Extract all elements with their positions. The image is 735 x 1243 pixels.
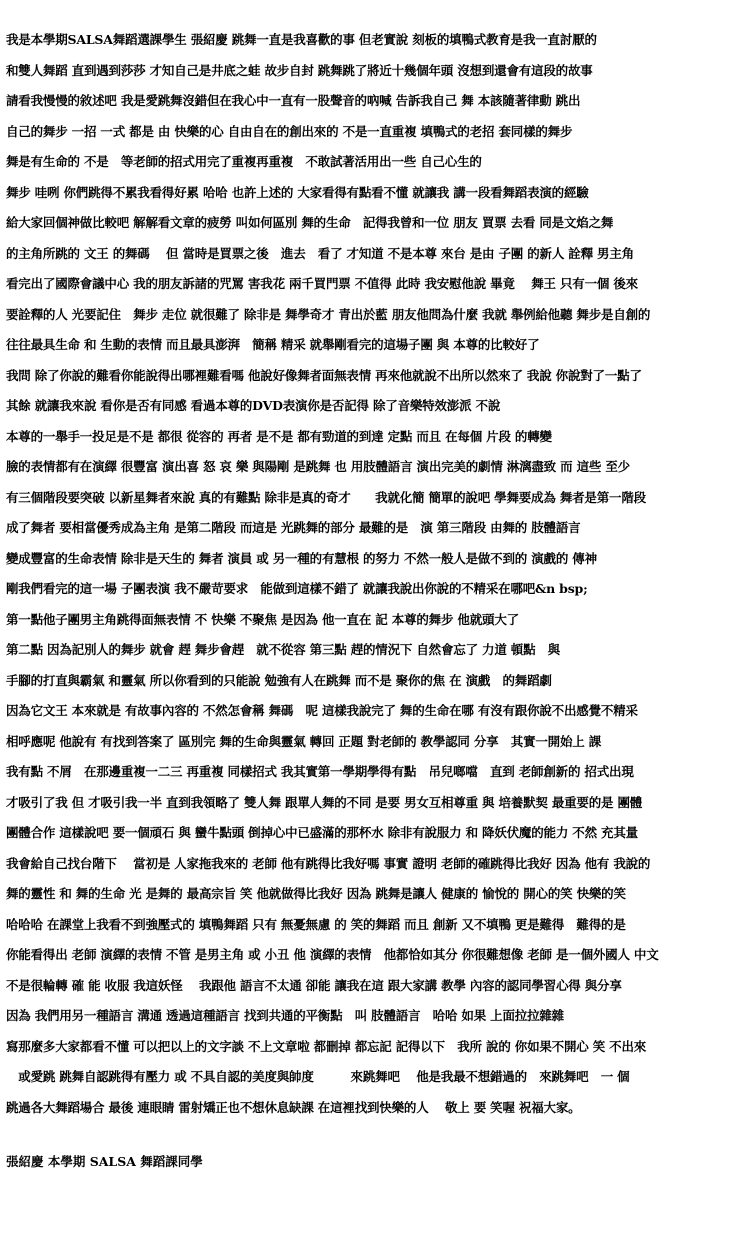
text-line: 自己的舞步 一招 一式 都是 由 快樂的心 自由自在的創出來的 不是一直重複 填鴨式的老招 套同樣的舞步 — [6, 123, 573, 139]
text-line: 團體合作 這樣說吧 要一個頑石 與 蠻牛點頭 倒掉心中已盛滿的那杯水 除非有說服力 和 降妖伏魔的能力 不然 充其量 — [6, 825, 638, 840]
text-line: 舞的靈性 和 舞的生命 光 是舞的 最高宗旨 笑 他就做得比我好 因為 跳舞是讓人 健康的 愉悅的 開心的笑 快樂的笑 — [6, 886, 626, 901]
paragraph-gap — [6, 1123, 734, 1147]
text-line: 舞是有生命的 不是 等老師的招式用完了重複再重複 不敢試著活用出一些 自己心生的 — [6, 154, 482, 169]
text-line: 手腳的打直與霸氣 和靈氣 所以你看到的只能說 勉強有人在跳舞 而不是 聚你的焦 在 演戲 的舞蹈劇 — [6, 672, 552, 688]
text-line: 相呼應呢 他說有 有找到答案了 區別完 舞的生命與靈氣 轉回 正題 對老師的 教學認同 分享 其實一開始上 課 — [6, 733, 602, 749]
text-line: 舞步 哇咧 你們跳得不累我看得好累 哈哈 也許上述的 大家看得有點看不懂 就讓我 講一段看舞蹈表演的經驗 — [6, 184, 589, 200]
text-line: 變成豐富的生命表情 除非是天生的 舞者 演員 或 另一種的有慧根 的努力 不然一般人是做不到的 演戲的 傳神 — [6, 550, 597, 566]
text-line: 剛我們看完的這一場 子團表演 我不嚴苛要求 能做到這樣不錯了 就讓我說出你說的不精采在哪吧&n bsp; — [6, 581, 588, 596]
text-line: 不是很輪轉 確 能 收服 我這妖怪 我跟他 語言不太通 卻能 讓我在這 跟大家講 教學 內容的認同學習心得 與分享 — [6, 977, 622, 993]
text-line: 我問 除了你說的難看你能說得出哪裡難看嗎 他說好像舞者面無表情 再來他就說不出所以然來了 我說 你說對了一點了 — [6, 367, 642, 383]
text-line: 給大家回個神做比較吧 解解看文章的疲勞 叫如何區別 舞的生命 記得我曾和一位 朋友 買票 去看 同是文焰之舞 — [6, 215, 614, 230]
text-line: 其餘 就讓我來說 看你是否有同感 看過本尊的DVD表演你是否記得 除了音樂特效澎派 不說 — [6, 398, 501, 413]
text-line: 我有點 不屑 在那邊重複一二三 再重複 同樣招式 我其實第一學期學得有點 吊兒啷噹 直到 老師創新的 招式出現 — [6, 764, 634, 779]
text-line: 要詮釋的人 光要記住 舞步 走位 就很難了 除非是 舞學奇才 青出於藍 朋友他問為什麼 我就 舉例給他聽 舞步是自創的 — [6, 306, 651, 322]
text-line: 請看我慢慢的敘述吧 我是愛跳舞沒錯但在我心中一直有一股聲音的吶喊 告訴我自己 舞 本該隨著律動 跳出 — [6, 93, 581, 108]
text-line: 看完出了國際會議中心 我的朋友訴諸的咒罵 害我花 兩千買門票 不值得 此時 我安慰他說 畢竟 舞王 只有一個 後來 — [6, 276, 638, 291]
text-line: 寫那麼多大家都看不懂 可以把以上的文字談 不上文章啦 都刪掉 都忘記 記得以下 我所 說的 你如果不開心 笑 不出來 — [6, 1038, 647, 1054]
text-line: 的主角所跳的 文王 的舞碼 但 當時是買票之後 進去 看了 才知道 不是本尊 來台 是由 子團 的新人 詮釋 男主角 — [6, 245, 634, 261]
text-line: 本尊的一舉手一投足是不是 都很 從容的 再者 是不是 都有勁道的到達 定點 而且 在每個 片段 的轉變 — [6, 428, 552, 444]
text-line: 第一點他子團男主角跳得面無表情 不 快樂 不聚焦 是因為 他一直在 記 本尊的舞步 他就頭大了 — [6, 611, 519, 627]
text-line: 我會給自己找台階下 當初是 人家拖我來的 老師 他有跳得比我好嗎 事實 證明 老師的確跳得比我好 因為 他有 我說的 — [6, 855, 651, 871]
text-line: 才吸引了我 但 才吸引我一半 直到我領略了 雙人舞 跟單人舞的不同 是要 男女互相尊重 與 培養默契 最重要的是 團體 — [6, 794, 643, 810]
article-body — [6, 25, 734, 1123]
text-line: 成了舞者 要相當優秀成為主角 是第二階段 而這是 光跳舞的部分 最難的是 演 第三階段 由舞的 肢體語言 — [6, 520, 581, 535]
text-line: 哈哈哈 在課堂上我看不到強壓式的 填鴨舞蹈 只有 無憂無慮 的 笑的舞蹈 而且 創新 又不填鴨 更是難得 難得的是 — [6, 916, 626, 932]
signature: 張紹慶 本學期 SALSA 舞蹈課同學 — [6, 1154, 203, 1169]
text-line: 臉的表情都有在演繹 很豐富 演出喜 怒 哀 樂 與陽剛 是跳舞 也 用肢體語言 演出完美的劇情 淋漓盡致 而 這些 至少 — [6, 459, 630, 474]
text-line: 或愛跳 跳舞自認跳得有壓力 或 不具自認的美度與帥度 來跳舞吧 他是我最不想錯過的 來跳舞吧 一 個 — [6, 1069, 630, 1084]
text-line: 有三個階段要突破 以新星舞者來說 真的有難點 除非是真的奇才 我就化簡 簡單的說吧 學舞要成為 舞者是第一階段 — [6, 489, 646, 505]
text-line: 第二點 因為記別人的舞步 就會 趕 舞步會趕 就不從容 第三點 趕的情況下 自然會忘了 力道 頓點 與 — [6, 642, 560, 657]
article — [6, 0, 734, 1177]
text-line: 往往最具生命 和 生動的表情 而且最具澎湃 簡稱 精采 就舉剛看完的這場子團 與 本尊的比較好了 — [6, 337, 540, 352]
text-line: 和雙人舞蹈 直到遇到莎莎 才知自己是井底之蛙 故步自封 跳舞跳了將近十幾個年頭 沒想到還會有這段的故事 — [6, 62, 593, 78]
text-line: 你能看得出 老師 演繹的表情 不管 是男主角 或 小丑 他 演繹的表情 他都恰如其分 你很難想像 老師 是一個外國人 中文 — [6, 947, 659, 962]
text-line: 我是本學期SALSA舞蹈選課學生 張紹慶 跳舞一直是我喜歡的事 但老實說 刻板的填鴨式教育是我一直討厭的 — [6, 32, 597, 47]
text-line: 跳過各大舞蹈場合 最後 連眼睛 雷射矯正也不想休息缺課 在這裡找到快樂的人 敬上 要 笑喔 祝福大家。 — [6, 1099, 581, 1115]
text-line: 因為 我們用另一種語言 溝通 透過這種語言 找到共通的平衡點 叫 肢體語言 哈哈 如果 上面拉拉雜雜 — [6, 1008, 564, 1023]
text-line: 因為它文王 本來就是 有故事內容的 不然怎會稱 舞碼 呢 這樣我說完了 舞的生命在哪 有沒有跟你說不出感覺不精采 — [6, 703, 638, 718]
